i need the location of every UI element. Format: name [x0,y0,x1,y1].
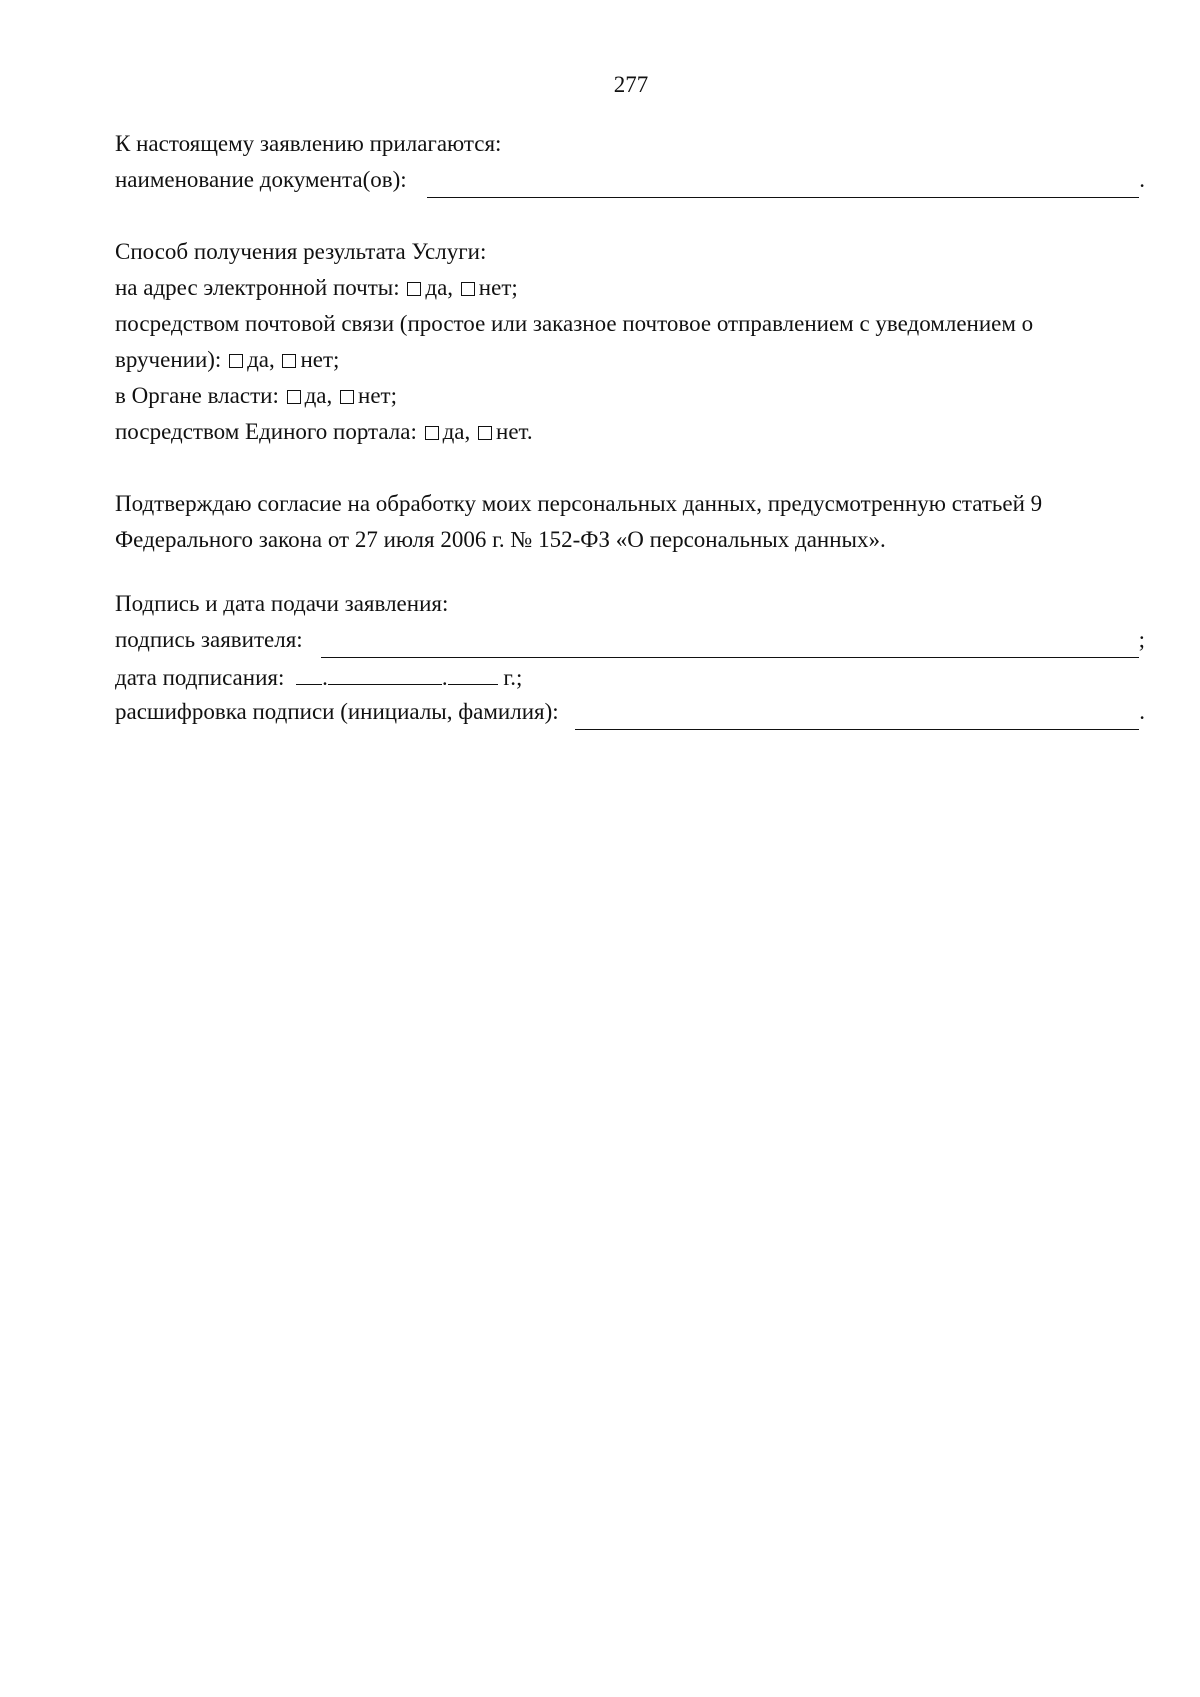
signing-day-blank-field[interactable] [296,658,322,685]
portal-no-label: нет. [496,419,533,444]
portal-yes-label: да, [442,419,471,444]
documents-label: наименование документа(ов): [115,167,407,192]
postal-yes-checkbox[interactable] [229,354,243,368]
signing-date-dot-1: . [322,665,328,690]
signature-decoding-blank-field[interactable] [575,703,1140,730]
signing-month-blank-field[interactable] [328,658,442,685]
consent-line-1: Подтверждаю согласие на обработку моих персональных данных, предусмотренную статьей 9 [115,491,1043,516]
portal-no-checkbox[interactable] [478,426,492,440]
email-yes-checkbox[interactable] [407,282,421,296]
signing-year-blank-field[interactable] [448,658,498,685]
postal-option-label-cont: вручении): [115,347,222,372]
documents-blank-field[interactable] [427,171,1140,198]
signing-date-row [115,658,1145,694]
page-number: 277 [613,72,649,97]
email-no-label: нет; [478,275,518,300]
signing-date-dot-2: . [441,665,448,690]
postal-option-row-line2 [115,342,1145,378]
authority-option-row [115,378,1145,414]
postal-yes-label: да, [247,347,275,372]
attachments-heading: К настоящему заявлению прилагаются: [115,131,502,156]
postal-option-label: посредством почтовой связи (простое или заказное почтовое отправлением с уведомлением о [115,311,1034,336]
signature-decoding-end-punct: . [1139,699,1145,724]
email-no-checkbox[interactable] [461,282,475,296]
postal-option-row-line1 [115,306,1145,342]
authority-option-label: в Органе власти: [115,383,279,408]
applicant-signature-label: подпись заявителя: [115,627,303,652]
authority-no-label: нет; [358,383,397,408]
signature-decoding-row [115,694,1145,730]
email-yes-label: да, [425,275,454,300]
portal-option-row [115,414,1145,450]
documents-end-punct: . [1139,167,1145,192]
result-method-heading: Способ получения результата Услуги: [115,239,487,264]
authority-yes-label: да, [304,383,333,408]
signing-date-suffix: г.; [503,665,523,690]
portal-yes-checkbox[interactable] [425,426,439,440]
applicant-signature-end-punct: ; [1138,627,1145,652]
postal-no-checkbox[interactable] [282,354,296,368]
authority-yes-checkbox[interactable] [287,390,301,404]
consent-line-2: Федерального закона от 27 июля 2006 г. № 152-ФЗ «О персональных данных». [115,527,886,552]
email-option-label: на адрес электронной почты: [115,275,400,300]
signature-heading: Подпись и дата подачи заявления: [115,591,449,616]
portal-option-label: посредством Единого портала: [115,419,417,444]
documents-row [115,162,1145,198]
authority-no-checkbox[interactable] [340,390,354,404]
applicant-signature-blank-field[interactable] [321,631,1139,658]
email-option-row [115,270,1145,306]
applicant-signature-row [115,622,1145,658]
signing-date-label: дата подписания: [115,665,285,690]
postal-no-label: нет; [300,347,340,372]
application-form [115,126,1145,730]
signature-decoding-label: расшифровка подписи (инициалы, фамилия): [115,699,559,724]
